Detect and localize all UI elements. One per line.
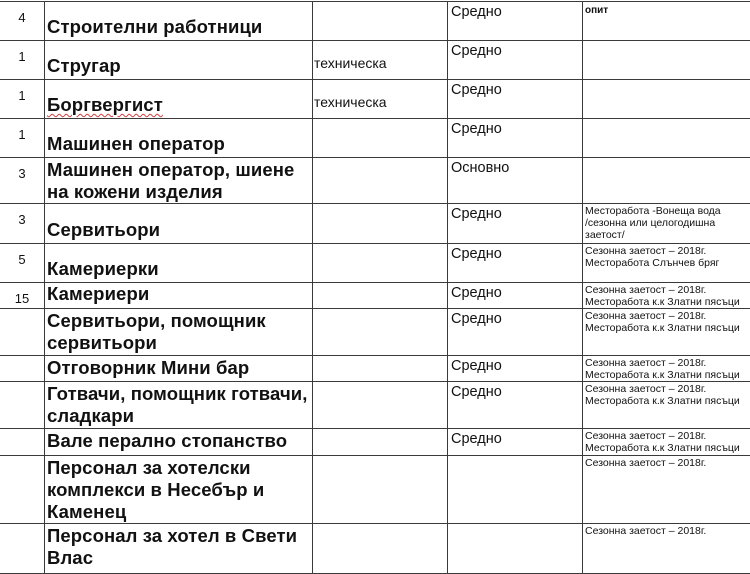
education-level [448, 524, 583, 574]
note-line: /сезонна или целогодишна [585, 217, 750, 229]
note-line: заетост/ [585, 229, 750, 241]
positions-count: 1 [0, 119, 45, 158]
education-level: Средно [448, 119, 583, 158]
positions-count: 4 [0, 2, 45, 41]
job-title: Персонал за хотел в Свети Влас [45, 524, 313, 574]
notes [583, 283, 750, 309]
qualification [313, 283, 448, 309]
notes [583, 524, 750, 574]
qualification [313, 429, 448, 456]
table-row [0, 119, 750, 158]
notes [583, 244, 750, 283]
job-title [45, 80, 313, 119]
qualification [313, 356, 448, 382]
positions-count [0, 456, 45, 524]
notes [583, 41, 750, 80]
qualification [313, 119, 448, 158]
table-row [0, 244, 750, 283]
positions-count: 3 [0, 158, 45, 204]
education-level: Средно [448, 2, 583, 41]
table-row [0, 2, 750, 41]
education-level: Средно [448, 382, 583, 429]
note-line: Сезонна заетост – 2018г. [585, 430, 750, 442]
job-title: Готвачи, помощник готвачи, сладкари [45, 382, 313, 429]
qualification [313, 158, 448, 204]
note-line: Сезонна заетост – 2018г. [585, 310, 750, 322]
job-title: Машинен оператор, шиене на кожени изделия [45, 158, 313, 204]
notes [583, 456, 750, 524]
notes [583, 382, 750, 429]
job-title: Стругар [45, 41, 313, 80]
education-level: Средно [448, 204, 583, 244]
qualification [313, 382, 448, 429]
note-line: Месторабота к.к Златни пясъци [585, 322, 750, 334]
positions-count: 1 [0, 80, 45, 119]
positions-count: 3 [0, 204, 45, 244]
positions-count: 5 [0, 244, 45, 283]
note-line: Месторабота к.к Златни пясъци [585, 296, 750, 308]
qualification [313, 204, 448, 244]
table-row [0, 356, 750, 382]
job-title: Сервитьори [45, 204, 313, 244]
table-row [0, 204, 750, 244]
job-title: Персонал за хотелски комплекси в Несебър и Каменец [45, 456, 313, 524]
education-level: Средно [448, 80, 583, 119]
qualification: техническа [313, 80, 448, 119]
notes [583, 158, 750, 204]
positions-count [0, 429, 45, 456]
notes [583, 80, 750, 119]
education-level: Средно [448, 41, 583, 80]
notes [583, 2, 750, 41]
positions-count: 15 [0, 283, 45, 309]
education-level: Средно [448, 309, 583, 356]
table-row [0, 80, 750, 119]
note-line: Сезонна заетост – 2018г. [585, 525, 750, 537]
note-line: Месторабота к.к Златни пясъци [585, 442, 750, 454]
education-level: Средно [448, 429, 583, 456]
table-row [0, 283, 750, 309]
table-row [0, 41, 750, 80]
note-line: Месторабота -Вонеща вода [585, 205, 750, 217]
job-title: Сервитьори, помощник сервитьори [45, 309, 313, 356]
note-line: Месторабота к.к Златни пясъци [585, 369, 750, 381]
note-line: Месторабота Слънчев бряг [585, 257, 750, 269]
table-row [0, 309, 750, 356]
job-title: Камериери [45, 283, 313, 309]
positions-count: 1 [0, 41, 45, 80]
job-title: Строителни работници [45, 2, 313, 41]
education-level [448, 456, 583, 524]
note-line: Сезонна заетост – 2018г. [585, 457, 750, 469]
notes [583, 429, 750, 456]
note-line: Месторабота к.к Златни пясъци [585, 395, 750, 407]
positions-count [0, 356, 45, 382]
table-row [0, 429, 750, 456]
notes [583, 309, 750, 356]
positions-count [0, 309, 45, 356]
positions-count [0, 524, 45, 574]
qualification [313, 244, 448, 283]
note-line: Сезонна заетост – 2018г. [585, 245, 750, 257]
table-row [0, 158, 750, 204]
qualification: техническа [313, 41, 448, 80]
note-line: Сезонна заетост – 2018г. [585, 357, 750, 369]
qualification [313, 309, 448, 356]
qualification [313, 456, 448, 524]
note-line: опит [585, 5, 750, 17]
note-line: Сезонна заетост – 2018г. [585, 383, 750, 395]
qualification [313, 2, 448, 41]
education-level: Основно [448, 158, 583, 204]
job-vacancies-table [0, 1, 750, 574]
qualification [313, 524, 448, 574]
notes [583, 204, 750, 244]
notes [583, 119, 750, 158]
education-level: Средно [448, 283, 583, 309]
notes [583, 356, 750, 382]
note-line: Сезонна заетост – 2018г. [585, 284, 750, 296]
education-level: Средно [448, 244, 583, 283]
job-title-text: Боргвергист [47, 94, 163, 115]
table-row [0, 382, 750, 429]
table-row [0, 456, 750, 524]
education-level: Средно [448, 356, 583, 382]
positions-count [0, 382, 45, 429]
job-title: Отговорник Мини бар [45, 356, 313, 382]
job-title: Камериерки [45, 244, 313, 283]
job-title: Машинен оператор [45, 119, 313, 158]
job-title: Вале перално стопанство [45, 429, 313, 456]
table-row [0, 524, 750, 574]
